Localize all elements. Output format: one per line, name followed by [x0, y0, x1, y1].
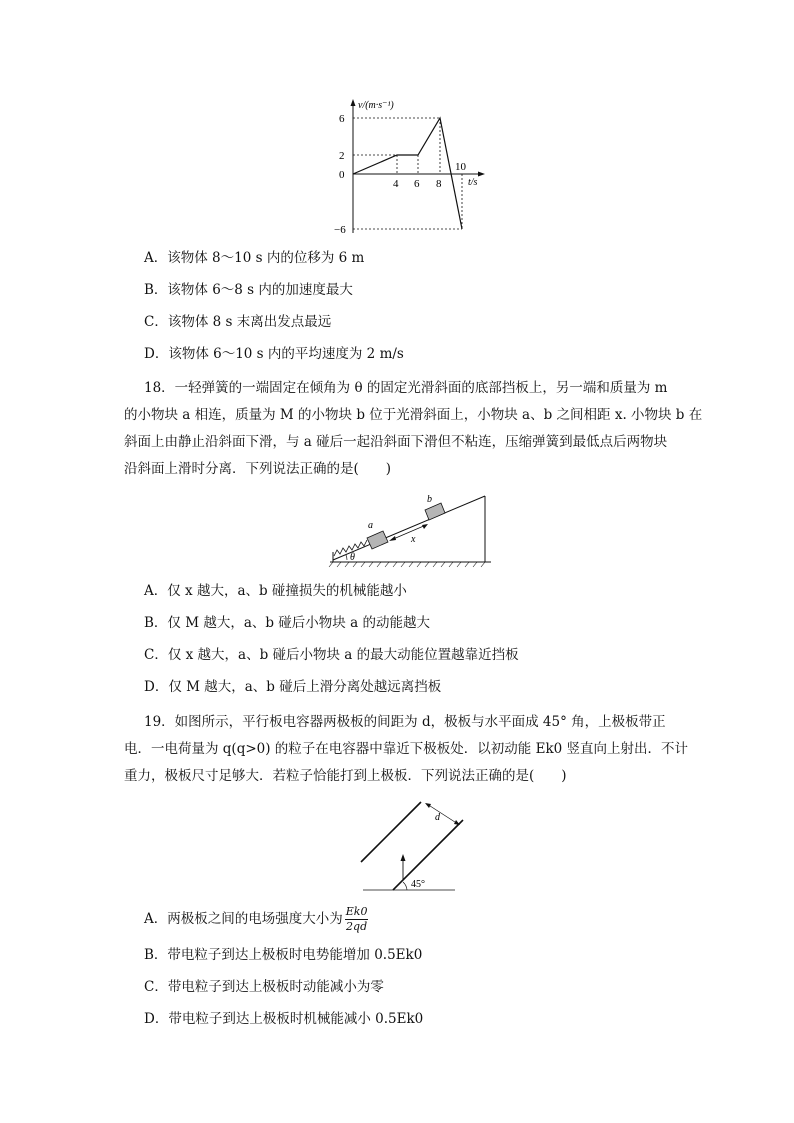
velocity-time-graph: [330, 95, 500, 240]
q19-stem-line2: 电．一电荷量为 q(q>0) 的粒子在电容器中靠近下极板处．以初动能 Ek0 竖直向上射出．不计: [124, 741, 689, 757]
field-fraction: [345, 905, 369, 934]
q19-option-a: [144, 905, 368, 934]
ytick-minus6: −6: [334, 224, 346, 236]
q19-stem-line1: 19．如图所示，平行板电容器两极板的间距为 d，极板与水平面成 45° 角，上极板带正: [144, 714, 666, 730]
q17-option-a: A．该物体 8～10 s 内的位移为 6 m: [144, 250, 365, 266]
label-theta: θ: [350, 552, 355, 563]
q17-option-b: B．该物体 6～8 s 内的加速度最大: [144, 282, 353, 298]
label-b: b: [427, 494, 432, 505]
xtick-8: 8: [436, 178, 442, 190]
capacitor-figure: [355, 800, 475, 895]
ytick-2: 2: [339, 150, 345, 162]
label-angle: 45°: [411, 879, 425, 890]
q18-stem-line3: 斜面上由静止沿斜面下滑，与 a 碰后一起沿斜面下滑但不粘连，压缩弹簧到最低点后两物块: [124, 434, 668, 450]
xtick-6: 6: [414, 178, 420, 190]
label-d: d: [435, 812, 440, 823]
q19-option-b: B．带电粒子到达上极板时电势能增加 0.5Ek0: [144, 947, 423, 963]
q19-option-a-text: A．两极板之间的电场强度大小为: [144, 911, 343, 927]
q18-stem-line2: 的小物块 a 相连，质量为 M 的小物块 b 位于光滑斜面上，小物块 a、b 之间相距 x. 小物块 b 在: [124, 407, 703, 423]
q18-option-c: C．仅 x 越大，a、b 碰后小物块 a 的最大动能位置越靠近挡板: [144, 647, 519, 663]
q18-stem-line1: 18．一轻弹簧的一端固定在倾角为 θ 的固定光滑斜面的底部挡板上，另一端和质量为 m: [144, 380, 668, 396]
label-a: a: [368, 520, 373, 531]
fraction-numerator: Ek0: [345, 905, 368, 918]
q19-stem-line3: 重力，极板尺寸足够大．若粒子恰能打到上极板．下列说法正确的是( ): [124, 768, 567, 784]
fraction-denominator: 2qd: [346, 920, 368, 933]
label-x: x: [411, 534, 416, 545]
q18-stem-line4: 沿斜面上滑时分离．下列说法正确的是( ): [124, 461, 392, 477]
xtick-4: 4: [393, 178, 399, 190]
q17-option-c: C．该物体 8 s 末离出发点最远: [144, 314, 332, 330]
q18-option-a: A．仅 x 越大，a、b 碰撞损失的机械能越小: [144, 583, 407, 599]
xtick-10: 10: [455, 161, 466, 173]
q18-option-d: D．仅 M 越大，a、b 碰后上滑分离处越远离挡板: [144, 679, 442, 695]
q19-option-d: D．带电粒子到达上极板时机械能减小 0.5Ek0: [144, 1011, 424, 1027]
graph-ylabel: v/(m·s⁻¹): [358, 100, 394, 111]
q19-option-c: C．带电粒子到达上极板时动能减小为零: [144, 979, 384, 995]
q18-option-b: B．仅 M 越大，a、b 碰后小物块 a 的动能越大: [144, 615, 430, 631]
graph-xlabel: t/s: [468, 177, 478, 188]
q17-option-d: D．该物体 6～10 s 内的平均速度为 2 m/s: [144, 346, 404, 362]
ytick-0: 0: [339, 169, 345, 181]
incline-figure: [325, 490, 495, 568]
ytick-6: 6: [339, 113, 345, 125]
